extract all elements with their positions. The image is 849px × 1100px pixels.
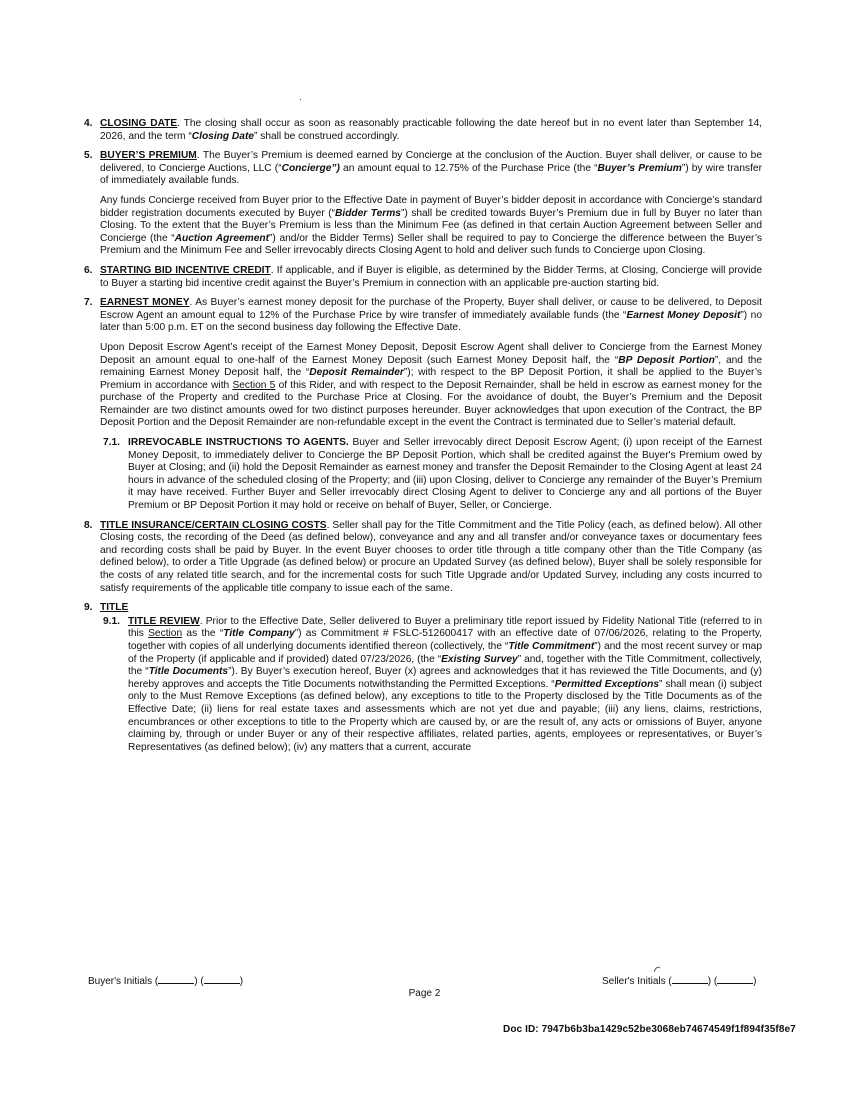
rider-body [84, 118, 762, 754]
section-heading: STARTING BID INCENTIVE CREDIT [100, 264, 271, 276]
subsection-text: ” and, together with the Title Commitment, collectively, the “ [128, 653, 763, 678]
initials-close: ) [753, 976, 757, 987]
seller-initials [602, 973, 757, 987]
section-text: ”) shall be credited towards Buyer’s Premium due in full by Buyer no later than Closing. To the extent that the Buyer’s Premium is less than the Minimum Fee (as defined in that certain Auction Agreement between Seller and Concierge (the “ [100, 207, 762, 244]
section-paragraph [100, 342, 762, 430]
defined-term: Closing Date [191, 130, 255, 142]
section-starting-bid-credit [84, 265, 762, 290]
subsection-number: 9.1. [103, 615, 120, 627]
section-buyers-premium [84, 150, 762, 258]
section-text: an amount equal to 12.75% of the Purchase Price (the “ [339, 162, 598, 174]
seller-initials-field-2[interactable] [717, 973, 753, 984]
section-text: Upon Deposit Escrow Agent’s receipt of the Earnest Money Deposit, Deposit Escrow Agent shall deliver to Concierge from the Earnest Money Deposit an amount equal to one-half of the Earnest Money Deposit (such Earnest Money Deposit half, the “ [100, 341, 762, 366]
section-text: . Seller shall pay for the Title Commitment and the Title Policy (each, as defined below). All other Closing costs, the recording of the Deed (as defined below), conveyance and any and all transfer and/or conveyance taxes or documentary fees and recording costs shall be paid by Buyer. In the event Buyer chooses to order title through a title company other than the Title Company (as defined below), to order a Title Upgrade (as defined below) or procure an Updated Survey (as defined below), Buyer shall be solely responsible for the costs of any related title search, and for the incremental costs for such Title Upgrade and/or Updated Survey, including any costs incurred to satisfy requirements of the applicable title company to issue each of the same. [100, 519, 762, 594]
subsection-paragraph [128, 437, 762, 513]
section-paragraph [100, 602, 762, 615]
section-paragraph [100, 150, 762, 188]
defined-term: Concierge”) [281, 162, 340, 174]
buyer-initials-field-2[interactable] [204, 973, 240, 984]
buyer-initials-field-1[interactable] [158, 973, 194, 984]
subsection-heading: TITLE REVIEW [128, 615, 200, 627]
section-text: of this Rider, and with respect to the Deposit Remainder, shall be held in escrow as earnest money for the purchase of the Property and credited to the Purchase Price at Closing. For the avoidance of doubt, the Buyer’s Premium and the Deposit Remainder are two distinct amounts owed for two distinct purposes hereunder. Buyer acknowledges that upon execution of the Contract, the BP Deposit Portion and the Deposit Remainder are non-refundable except in the event the Contract is terminated due to Seller’s material default. [100, 379, 763, 429]
defined-term: Auction Agreement [174, 232, 270, 244]
subsection-heading: IRREVOCABLE INSTRUCTIONS TO AGENTS. [128, 437, 349, 449]
section-number: 7. [84, 297, 93, 309]
subsection-text: ”). By Buyer’s execution hereof, Buyer (x) agrees and acknowledges that it has reviewed the Title Documents, and (y) hereby approves and accepts the Title Documents notwithstanding the Permitted Exceptions. “ [128, 666, 762, 690]
section-heading: TITLE INSURANCE/CERTAIN CLOSING COSTS [100, 519, 327, 531]
section-title-insurance [84, 520, 762, 596]
subsection-irrevocable-instructions [84, 437, 762, 513]
subsection-text: . Prior to the Effective Date, Seller delivered to Buyer a preliminary title report issued by Fidelity National Title (referred to in this [128, 615, 762, 640]
subsection-title-review [84, 616, 762, 755]
section-text: ” shall be construed accordingly. [254, 130, 400, 142]
section-text: ”) and/or the Bidder Terms) Seller shall be required to pay to Concierge the difference between the Buyer’s Premium and the Minimum Fee and Seller irrevocably directs Closing Agent to hold and deliver such funds to Concierge upon Closing. [100, 232, 762, 257]
defined-term: BP Deposit Portion [618, 354, 715, 366]
buyer-initials [88, 973, 243, 987]
defined-term: Title Commitment [508, 640, 595, 652]
document-id: Doc ID: 7947b6b3ba1429c52be3068eb74674549f1f894f35f8e7 [503, 1024, 796, 1035]
section-title [84, 602, 762, 754]
subsection-text: ” shall mean (i) subject only to the Must Remove Exceptions (as defined below), any exceptions to title to the Property disclosed by the Title Documents as of the Effective Date; (ii) liens for real estate taxes and assessments which are not yet due and payable; (iii) any liens, claims, restrictions, encumbrances or other exceptions to title to the Property which are caused by, or are the result of, any acts or omissions of Buyer, anyone claiming by, through or under Buyer or any of their respective affiliates, related parties, agents, employees or representatives, or Buyer’s Representatives (as defined below); (iv) any matters that a current, accurate [128, 678, 763, 753]
section-number: 6. [84, 264, 93, 276]
page-number: Page 2 [408, 988, 441, 999]
section-number: 9. [84, 602, 93, 614]
section-text: ”) no later than 5:00 p.m. ET on the second business day following the Effective Date. [100, 309, 762, 334]
section-number: 8. [84, 519, 93, 531]
section-earnest-money [84, 297, 762, 513]
subsection-text: ”) and the most recent survey or map of the Property (if applicable and if provided) dated 07/23/2026, (the “ [128, 640, 762, 665]
section-text: . If applicable, and if Buyer is eligible, as determined by the Bidder Terms, at Closing, Concierge will provide to Buyer a starting bid incentive credit against the Buyer’s Premium in connection with an applicable pre-auction starting bid. [100, 264, 762, 289]
defined-term: Permitted Exceptions [554, 678, 660, 690]
section-text: . The closing shall occur as soon as reasonably practicable following the date hereof but in no event later than September 14, 2026, and the term “ [100, 118, 762, 142]
section-heading: EARNEST MONEY [100, 297, 190, 309]
seller-initials-label: Seller's Initials ( [602, 976, 672, 987]
defined-term: Earnest Money Deposit [626, 309, 741, 321]
section-text: ”, and the remaining Earnest Money Deposit half, the “ [100, 354, 763, 379]
defined-term: Bidder Terms [335, 207, 401, 219]
section-text: Any funds Concierge received from Buyer prior to the Effective Date in payment of Buyer’s bidder deposit in accordance with Concierge’s standard bidder registration documents executed by Buyer (“ [100, 194, 762, 219]
section-text: . As Buyer’s earnest money deposit for the purchase of the Property, Buyer shall deliver, or cause to be delivered, to Deposit Escrow Agent an amount equal to 12% of the Purchase Price by wire transfer of immediately available funds (the “ [100, 297, 762, 321]
defined-term: Title Documents [148, 666, 229, 678]
defined-term: Buyer’s Premium [597, 162, 682, 174]
subsection-text: Buyer and Seller irrevocably direct Deposit Escrow Agent; (i) upon receipt of the Earnest Money Deposit, to immediately deliver to Concierge the BP Deposit Portion, which shall be credited against the Buyer's Premium owed by Buyer at Closing; and (ii) hold the Deposit Remainder as earnest money and transfer the Deposit Remainder to the Closing Agent at least 24 hours in advance of the scheduled closing of the Property; and (iii) upon Closing, deliver to Concierge any remainder of the Buyer’s Premium it may have received. Further Buyer and Seller irrevocably direct Closing Agent to deliver to Concierge any and all portions of the Buyer Premium or BP Deposit Portion it may hold or receive on behalf of Buyer, Seller, or Concierge. [128, 437, 762, 512]
section-heading: CLOSING DATE [100, 118, 178, 129]
section-text: ”) by wire transfer of immediately available funds. [100, 162, 762, 187]
section-reference: Section 5 [232, 379, 276, 391]
initials-close: ) [239, 976, 244, 987]
section-closing-date [84, 118, 762, 143]
section-paragraph [100, 520, 762, 596]
section-heading: TITLE [100, 602, 129, 614]
section-number: 4. [84, 118, 93, 129]
defined-term: Title Company [223, 628, 295, 640]
section-paragraph [100, 195, 762, 258]
initials-separator: ) ( [707, 976, 718, 987]
section-heading: BUYER’S PREMIUM [100, 150, 197, 162]
subsection-text: as the “ [182, 628, 224, 640]
stray-mark [300, 99, 301, 100]
subsection-text: ”) as Commitment # FSLC-512600417 with an effective date of 07/06/2026, relating to the Property, together with copies of all underlying documents identified thereon (collectively, the “ [128, 628, 762, 652]
section-text: ”); with respect to the BP Deposit Portion, it shall be applied to the Buyer’s Premium in accordance with [100, 367, 763, 391]
section-number: 5. [84, 150, 93, 162]
subsection-number: 7.1. [103, 437, 120, 449]
section-paragraph [100, 118, 762, 143]
defined-term: Existing Survey [441, 653, 518, 665]
subsection-paragraph [128, 616, 762, 755]
defined-term: Deposit Remainder [309, 367, 404, 379]
section-paragraph [100, 265, 762, 290]
section-text: . The Buyer’s Premium is deemed earned by Concierge at the conclusion of the Auction. Buyer shall deliver, or cause to be delivered, to Concierge Auctions, LLC (“ [100, 150, 762, 174]
section-reference: Section [148, 628, 183, 640]
initials-separator: ) ( [194, 976, 204, 987]
seller-initials-field-1[interactable] [672, 973, 708, 984]
section-paragraph [100, 297, 762, 335]
buyer-initials-label: Buyer's Initials ( [88, 976, 159, 987]
